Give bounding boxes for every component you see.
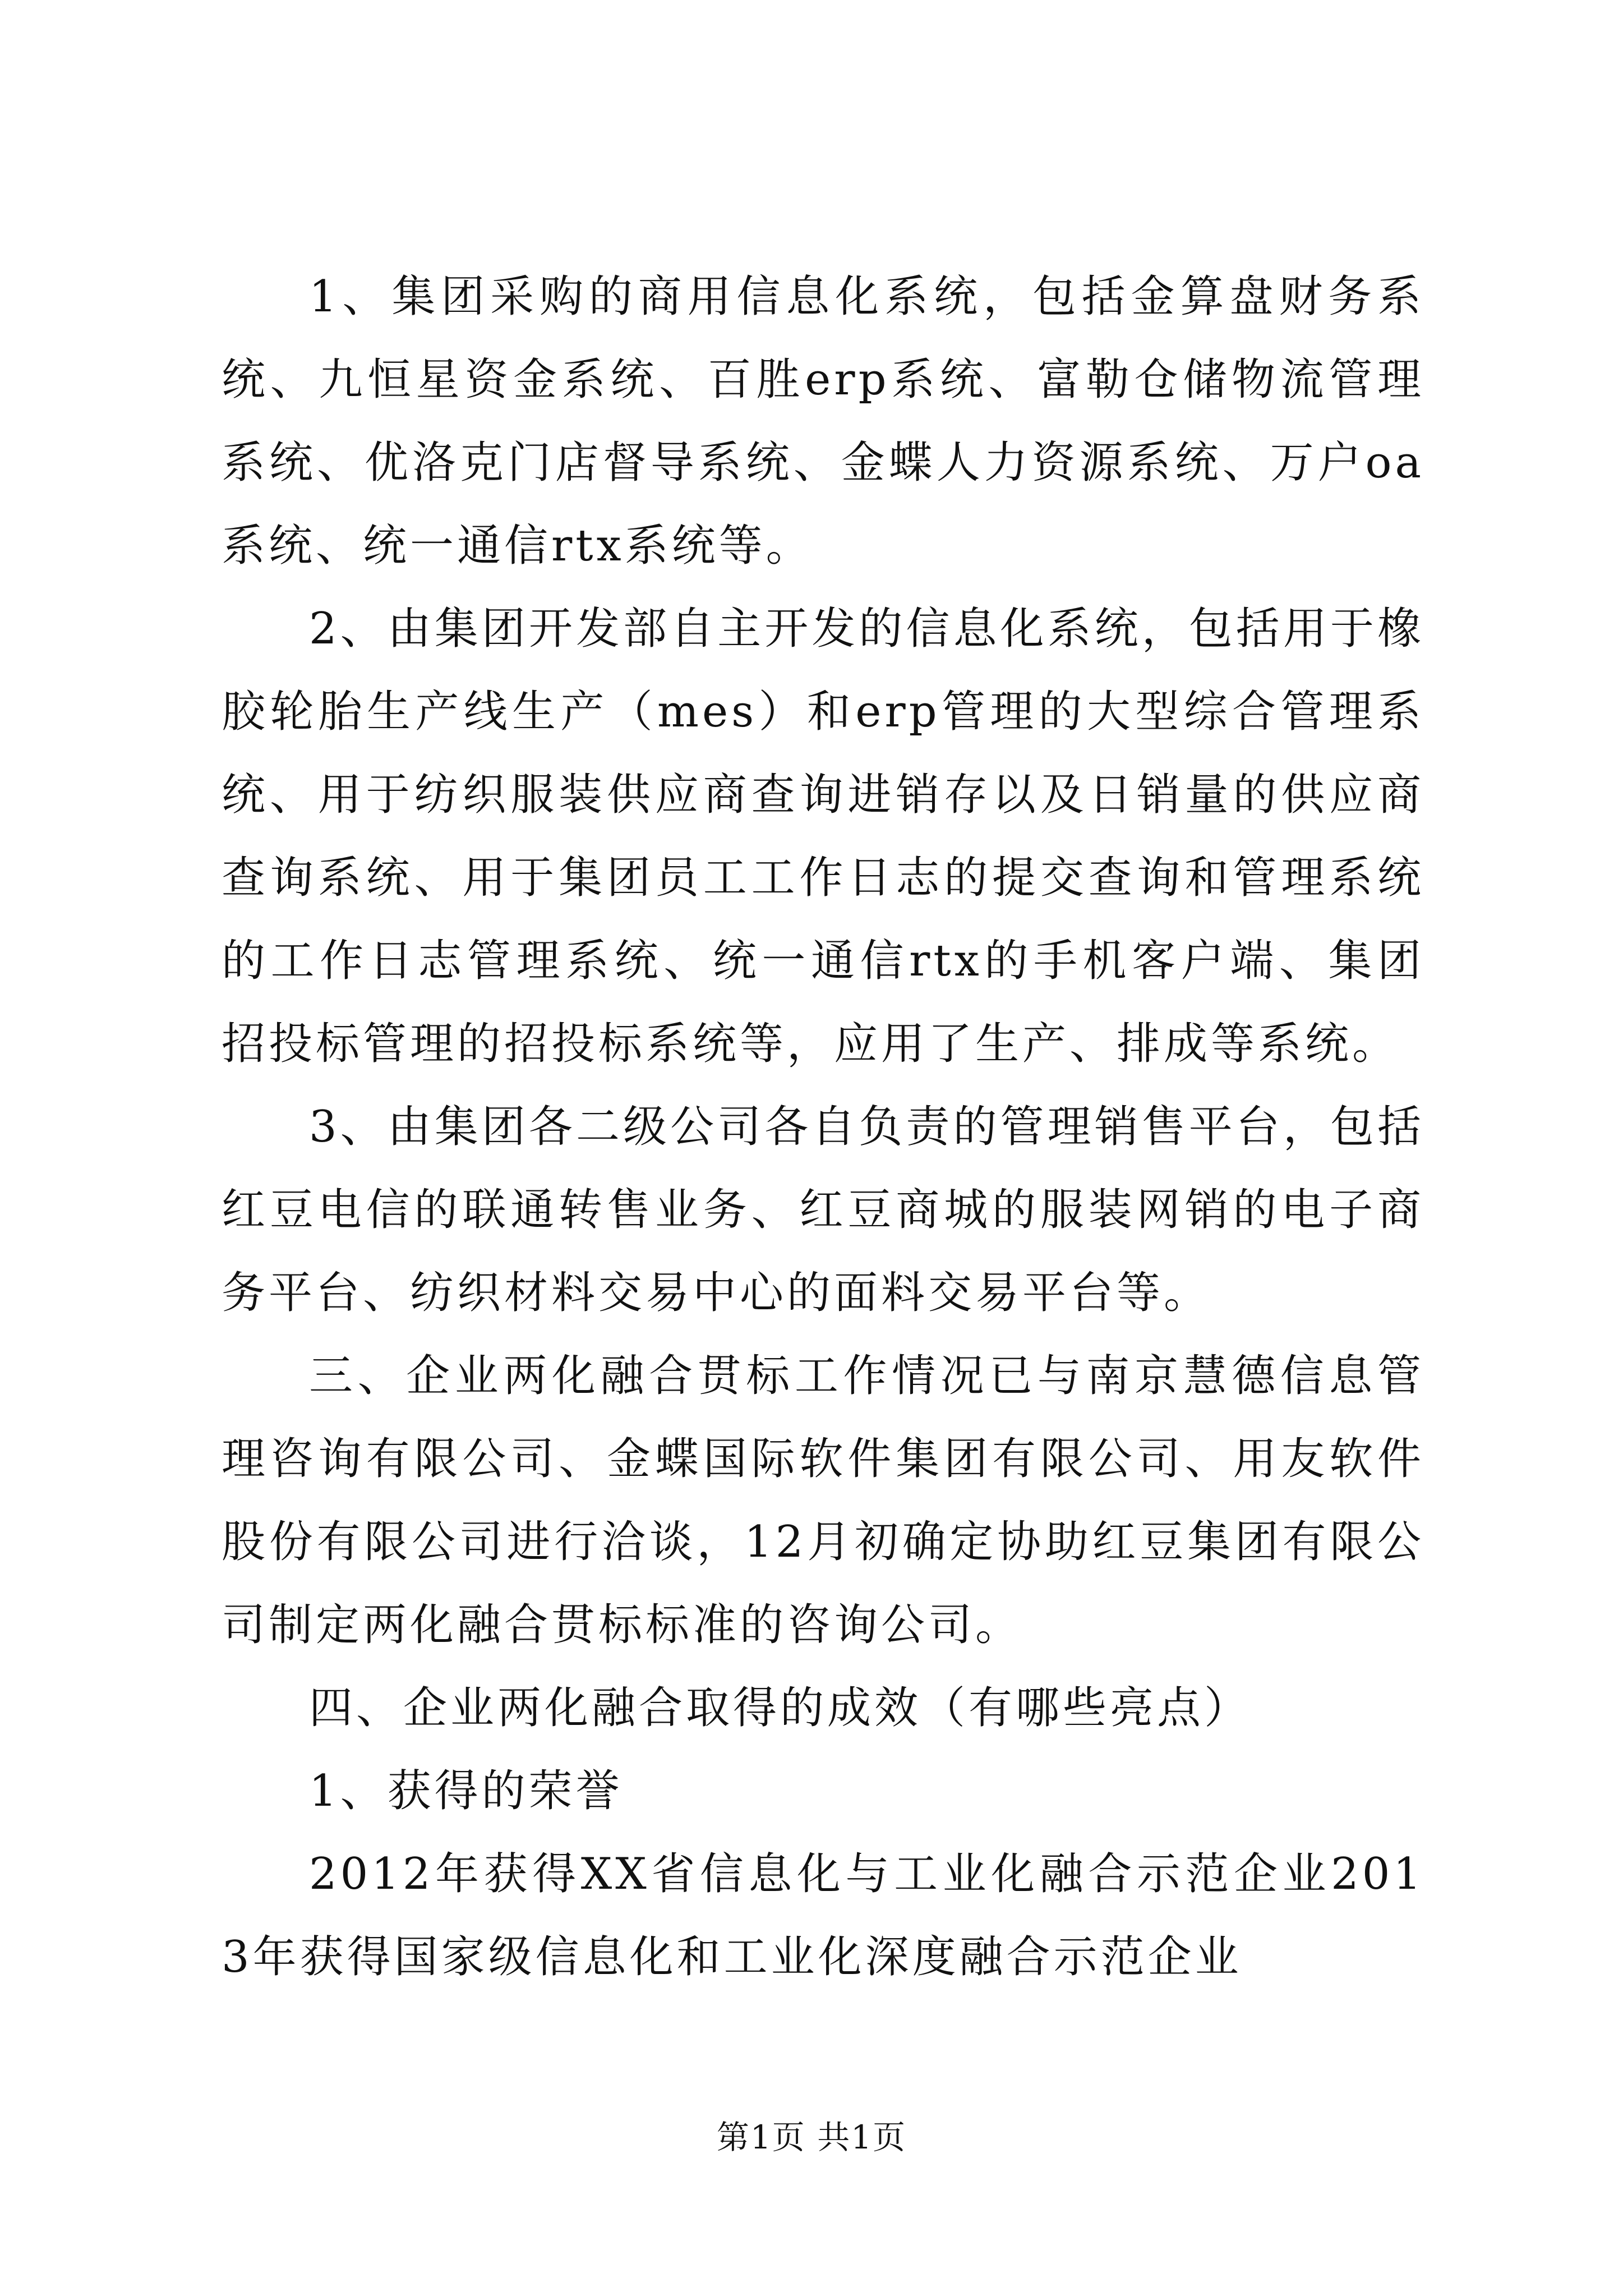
paragraph-sales-platforms: 3、由集团各二级公司各自负责的管理销售平台，包括红豆电信的联通转售业务、红豆商城的服装网销的电子商务平台、纺织材料交易中心的面料交易平台等。	[222, 1102, 1424, 1318]
document-body	[222, 255, 1424, 1999]
paragraph-commercial-systems: 1、集团采购的商用信息化系统，包括金算盘财务系统、九恒星资金系统、百胜erp系统、富勒仓储物流管理系统、优洛克门店督导系统、金蝶人力资源系统、万户oa系统、统一通信rtx系统等。	[222, 272, 1424, 571]
paragraph-standard-implementation: 三、企业两化融合贯标工作情况已与南京慧德信息管理咨询有限公司、金蝶国际软件集团有限公司、用友软件股份有限公司进行洽谈，12月初确定协助红豆集团有限公司制定两化融合贯标标准的咨询公司。	[222, 1351, 1424, 1650]
paragraph-self-developed-systems: 2、由集团开发部自主开发的信息化系统，包括用于橡胶轮胎生产线生产（mes）和erp管理的大型综合管理系统、用于纺织服装供应商查询进销存以及日销量的供应商查询系统、用于集团员工工作日志的提交查询和管理系统的工作日志管理系统、统一通信rtx的手机客户端、集团招投标管理的招投标系统等，应用了生产、排成等系统。	[222, 604, 1424, 1069]
page-footer: 第1页 共1页	[716, 2118, 907, 2156]
section-heading-achievements: 四、企业两化融合取得的成效（有哪些亮点）	[309, 1683, 1252, 1733]
subheading-honors: 1、获得的荣誉	[309, 1766, 623, 1816]
paragraph-honors-detail: 2012年获得XX省信息化与工业化融合示范企业2013年获得国家级信息化和工业化深度融合示范企业	[222, 1849, 1424, 1982]
